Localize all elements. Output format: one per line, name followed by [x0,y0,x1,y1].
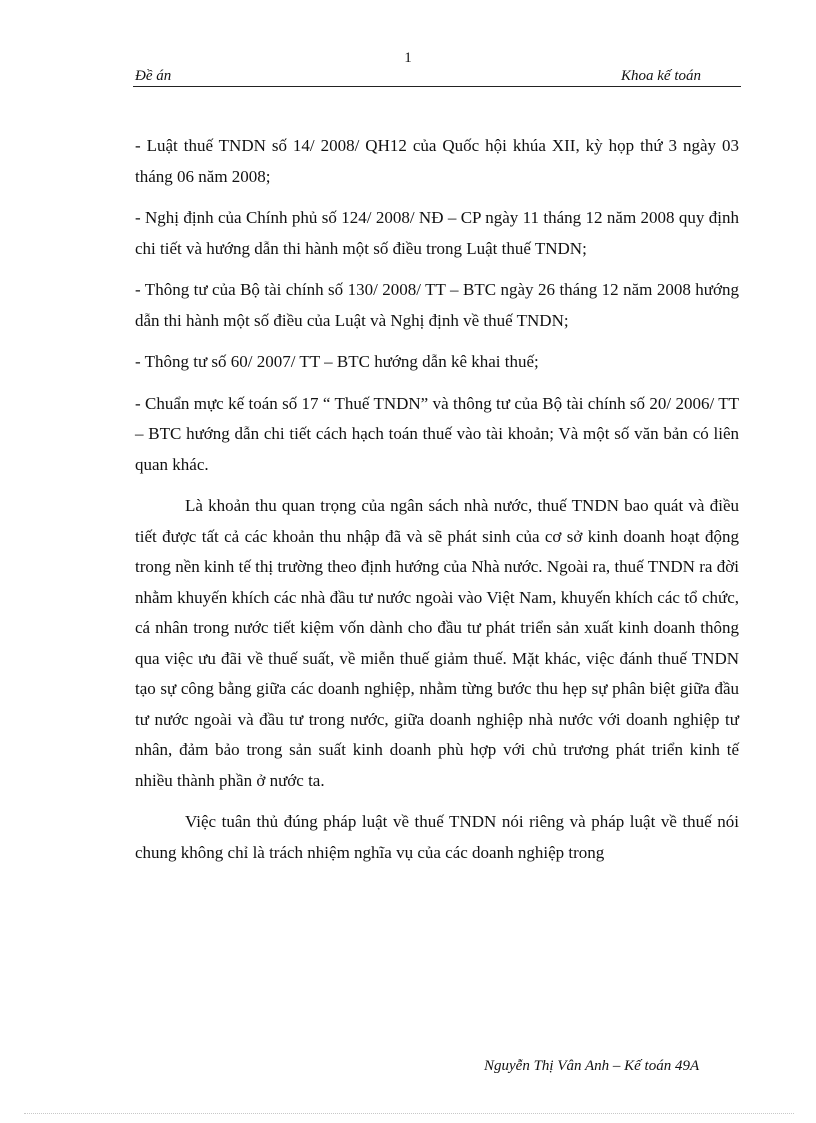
body-paragraph-2: Việc tuân thủ đúng pháp luật về thuế TNDN nói riêng và pháp luật về thuế nói chung không chỉ là trách nhiệm nghĩa vụ của các doanh nghiệp trong [135,812,739,862]
page-footer: Nguyễn Thị Vân Anh – Kế toán 49A [484,1058,700,1074]
page-bottom-divider [24,1113,794,1114]
document-body [135,131,739,879]
header-department: Khoa kế toán [621,68,701,84]
page-number: 1 [404,50,412,66]
legal-reference-1: - Luật thuế TNDN số 14/ 2008/ QH12 của Quốc hội khúa XII, kỳ họp thứ 3 ngày 03 tháng 06 năm 2008; [135,136,739,186]
header-document-type: Đề án [135,68,172,84]
legal-reference-3: - Thông tư của Bộ tài chính số 130/ 2008/ TT – BTC ngày 26 tháng 12 năm 2008 hướng dẫn thi hành một số điều của Luật và Nghị định về thuế TNDN; [135,280,739,330]
legal-reference-5: - Chuẩn mực kế toán số 17 “ Thuế TNDN” và thông tư của Bộ tài chính số 20/ 2006/ TT – BTC hướng dẫn chi tiết cách hạch toán thuế vào tài khoản; Và một số văn bản có liên quan khác. [135,393,739,474]
page-header [133,66,741,87]
legal-reference-2: - Nghị định của Chính phủ số 124/ 2008/ NĐ – CP ngày 11 tháng 12 năm 2008 quy định chi tiết và hướng dẫn thi hành một số điều trong Luật thuế TNDN; [135,208,739,258]
legal-reference-4: - Thông tư số 60/ 2007/ TT – BTC hướng dẫn kê khai thuế; [135,352,539,371]
body-paragraph-1: Là khoản thu quan trọng của ngân sách nhà nước, thuế TNDN bao quát và điều tiết được tất cả các khoản thu nhập đã và sẽ phát sinh của cơ sở kinh doanh hoạt động trong nền kinh tế thị trường theo định hướng của Nhà nước. Ngoài ra, thuế TNDN ra đời nhằm khuyến khích các nhà đầu tư nước ngoài vào Việt Nam, khuyến khích các tổ chức, cá nhân trong nước tiết kiệm vốn dành cho đầu tư phát triển sản xuất kinh doanh thông qua việc ưu đãi về thuế suất, về miễn thuế giảm thuế. Mặt khác, việc đánh thuế TNDN tạo sự công bằng giữa các doanh nghiệp, nhằm từng bước thu hẹp sự phân biệt giữa đầu tư nước ngoài và đầu tư trong nước, giữa doanh nghiệp nhà nước với doanh nghiệp tư nhân, đảm bảo trong sản suất kinh doanh phù hợp với chủ trương phát triển kinh tế nhiều thành phần ở nước ta. [135,496,739,790]
